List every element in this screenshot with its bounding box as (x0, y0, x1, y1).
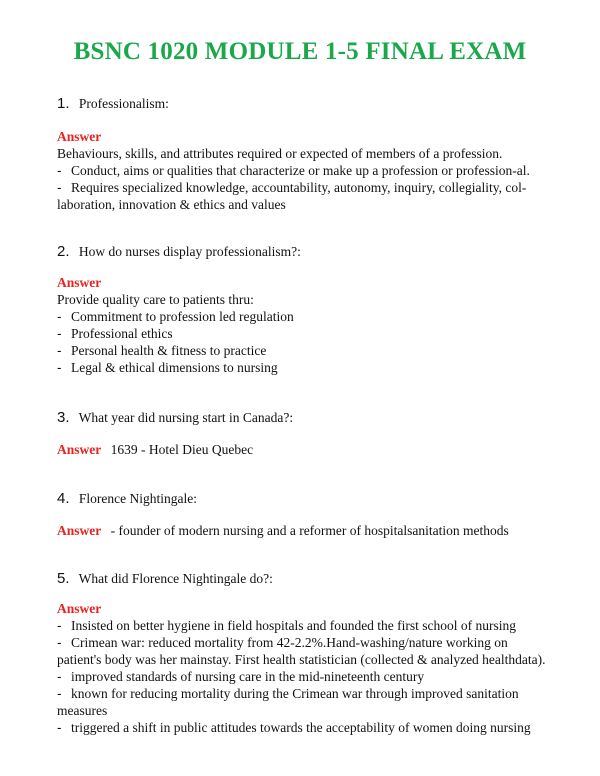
dash-bullet: - (57, 343, 62, 358)
list-item: - triggered a shift in public attitudes towards the acceptability of women doing nursing (57, 720, 531, 735)
list-item-continuation: measures (57, 703, 108, 718)
list-item: - Insisted on better hygiene in field hospitals and founded the first school of nursing (57, 618, 517, 633)
question-2 (57, 243, 301, 260)
answer-label: Answer (57, 275, 102, 290)
dash-bullet: - (57, 635, 62, 650)
answer-line: laboration, innovation & ethics and values (57, 197, 286, 212)
question-text: Professionalism: (78, 96, 169, 111)
answer-1 (57, 128, 557, 213)
question-4 (57, 490, 197, 507)
list-item: - improved standards of nursing care in the mid-nineteenth century (57, 669, 425, 684)
answer-line: - Requires specialized knowledge, accountability, autonomy, inquiry, collegiality, col- (57, 180, 527, 195)
question-text: What year did nursing start in Canada?: (78, 410, 294, 425)
answer-3 (57, 441, 557, 458)
answer-text: 1639 - Hotel Dieu Quebec (110, 442, 254, 457)
document-title: BSNC 1020 MODULE 1-5 FINAL EXAM (73, 38, 527, 65)
list-item: - known for reducing mortality during the Crimean war through improved sanitation (57, 686, 519, 701)
dash-bullet: - (57, 669, 62, 684)
list-item: - Legal & ethical dimensions to nursing (57, 360, 278, 375)
list-item: - Commitment to profession led regulation (57, 309, 294, 324)
answer-label: Answer (57, 442, 102, 457)
question-number: 1. (57, 95, 70, 112)
question-number: 4. (57, 490, 70, 507)
answer-label: Answer (57, 523, 102, 538)
answer-4 (57, 522, 557, 539)
answer-2 (57, 274, 557, 376)
question-number: 3. (57, 409, 70, 426)
answer-text: - founder of modern nursing and a reformer of hospitalsanitation methods (110, 523, 509, 538)
dash-bullet: - (57, 360, 62, 375)
list-item: - Personal health & fitness to practice (57, 343, 267, 358)
question-number: 5. (57, 570, 70, 587)
question-text: Florence Nightingale: (78, 491, 197, 506)
answer-5 (57, 600, 557, 736)
dash-bullet: - (57, 309, 62, 324)
dash-bullet: - (57, 180, 62, 195)
dash-bullet: - (57, 720, 62, 735)
answer-intro: Provide quality care to patients thru: (57, 292, 254, 307)
dash-bullet: - (57, 163, 62, 178)
question-1 (57, 95, 169, 112)
question-3 (57, 409, 293, 426)
answer-label: Answer (57, 129, 102, 144)
dash-bullet: - (57, 686, 62, 701)
question-text: What did Florence Nightingale do?: (78, 571, 273, 586)
question-5 (57, 570, 273, 587)
answer-line: - Conduct, aims or qualities that characterize or make up a profession or profession-al. (57, 163, 530, 178)
question-number: 2. (57, 243, 70, 260)
dash-bullet: - (57, 326, 62, 341)
list-item-continuation: patient's body was her mainstay. First health statistician (collected & analyzed healthdata). (57, 652, 546, 667)
list-item: - Professional ethics (57, 326, 173, 341)
answer-line: Behaviours, skills, and attributes required or expected of members of a profession. (57, 146, 503, 161)
answer-label: Answer (57, 601, 102, 616)
dash-bullet: - (57, 618, 62, 633)
question-text: How do nurses display professionalism?: (78, 244, 301, 259)
list-item: - Crimean war: reduced mortality from 42-2.2%.Hand-washing/nature working on (57, 635, 508, 650)
